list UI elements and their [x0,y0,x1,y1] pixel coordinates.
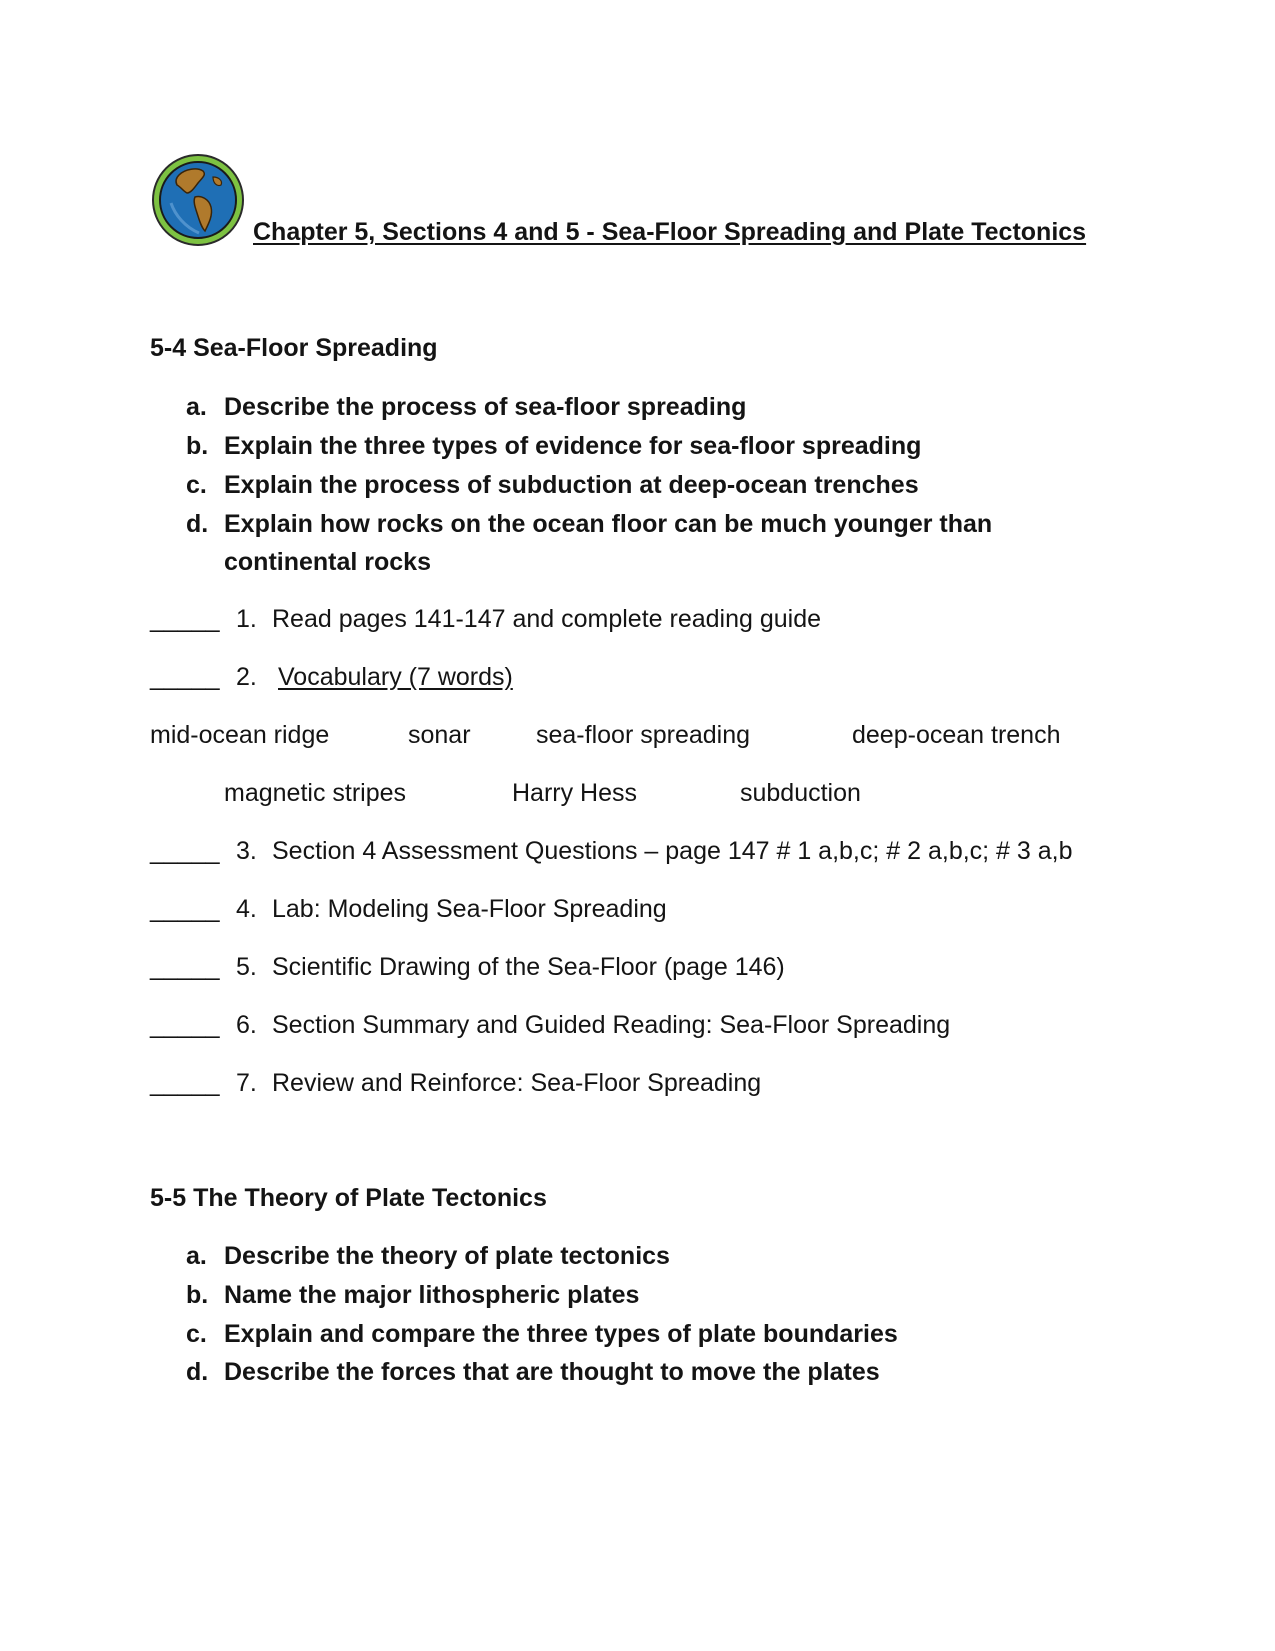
objective-letter: b. [186,432,209,460]
objective-text: Explain the three types of evidence for sea-floor spreading [224,432,922,460]
checkoff-blank: _____ [150,605,220,633]
task-text: Scientific Drawing of the Sea-Floor (page 146) [272,953,785,981]
vocab-word: sonar [408,721,471,749]
task-item [0,1011,1100,1043]
vocab-word: magnetic stripes [224,779,407,807]
task-item [0,895,1100,927]
objective-text: Describe the theory of plate tectonics [224,1242,670,1270]
task-number: 2. [236,663,257,691]
checkoff-blank: _____ [150,663,220,691]
task-number: 5. [236,953,257,981]
vocab-word: deep-ocean trench [852,721,1061,749]
objective-letter: c. [186,471,207,499]
objective-item [0,393,1100,425]
objective-text: Explain how rocks on the ocean floor can be much younger than [224,510,993,538]
objective-text: Describe the process of sea-floor spreading [224,393,747,421]
objective-item [0,471,1100,503]
objective-letter: d. [186,510,209,538]
vocab-word: sea-floor spreading [536,721,751,749]
objective-letter: a. [186,393,207,421]
objective-item [0,510,1100,542]
task-text: Section 4 Assessment Questions – page 147 # 1 a,b,c; # 2 a,b,c; # 3 a,b [272,837,1073,865]
objective-item [0,1358,1100,1390]
checkoff-blank: _____ [150,895,220,923]
vocab-word: mid-ocean ridge [150,721,330,749]
objective-item [0,1320,1100,1352]
task-number: 3. [236,837,257,865]
task-number: 1. [236,605,257,633]
task-item [0,605,1100,637]
task-text: Review and Reinforce: Sea-Floor Spreading [272,1069,762,1097]
checkoff-blank: _____ [150,953,220,981]
task-item [0,953,1100,985]
task-item [0,837,1100,869]
objective-item [0,1242,1100,1274]
section-heading-5-4: 5-4 Sea-Floor Spreading [150,334,438,362]
section-heading-5-5: 5-5 The Theory of Plate Tectonics [150,1184,547,1212]
objective-text: Describe the forces that are thought to move the plates [224,1358,880,1386]
objective-letter: a. [186,1242,207,1270]
objective-letter: c. [186,1320,207,1348]
objective-text: Explain and compare the three types of plate boundaries [224,1320,898,1348]
objective-letter: d. [186,1358,209,1386]
objective-text: Name the major lithospheric plates [224,1281,640,1309]
task-item [0,663,1100,695]
objective-text: continental rocks [224,548,431,576]
task-text: Lab: Modeling Sea-Floor Spreading [272,895,667,923]
checkoff-blank: _____ [150,1069,220,1097]
page-title: Chapter 5, Sections 4 and 5 - Sea-Floor Spreading and Plate Tectonics [253,218,1087,246]
task-text: Read pages 141-147 and complete reading guide [272,605,822,633]
objective-letter: b. [186,1281,209,1309]
checkoff-blank: _____ [150,1011,220,1039]
task-number: 7. [236,1069,257,1097]
vocab-word: Harry Hess [512,779,638,807]
objective-text: Explain the process of subduction at deep-ocean trenches [224,471,919,499]
task-text: Section Summary and Guided Reading: Sea-Floor Spreading [272,1011,951,1039]
task-number: 6. [236,1011,257,1039]
task-number: 4. [236,895,257,923]
vocab-word: subduction [740,779,861,807]
vocabulary-link[interactable]: Vocabulary (7 words) [278,663,513,691]
objective-item [0,1281,1100,1313]
objective-item [0,432,1100,464]
globe-icon [151,153,245,247]
checkoff-blank: _____ [150,837,220,865]
task-item [0,1069,1100,1101]
objective-item-continued [0,548,1100,580]
